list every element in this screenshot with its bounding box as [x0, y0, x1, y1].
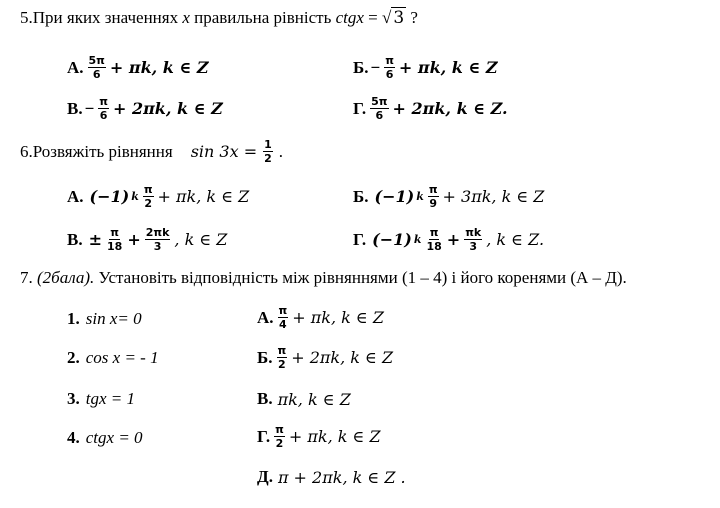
q6-g-fraction-1: $\frac{\pi}{18}$ — [426, 226, 442, 253]
q7-root-d: Д. π + 2πk, k ∈ Z . — [257, 467, 406, 487]
q5-g-fraction: $\frac{5\pi}{6}$ — [371, 95, 388, 122]
q7-root-b: Б. $\frac{\pi}{2}$ + 2πk, k ∈ Z — [257, 344, 394, 371]
q6-head: 6.Розвяжіть рівняння — [20, 141, 173, 161]
question-5-text — [20, 8, 418, 28]
q5-v-fraction: $\frac{\pi}{6}$ — [99, 95, 108, 122]
q5-option-b: Б. − $\frac{\pi}{6}$ + πk, k ∈ Z — [353, 54, 498, 81]
q5-option-v: В. − $\frac{\pi}{6}$ + 2πk, k ∈ Z — [67, 95, 223, 122]
q5-b-fraction: $\frac{\pi}{6}$ — [385, 54, 394, 81]
q7-equation-2: 2. cos x = - 1 — [67, 348, 159, 367]
q7-root-g: Г. $\frac{\pi}{2}$ + πk, k ∈ Z — [257, 423, 381, 450]
q7-instruction: Установіть відповідність між рівняннями (1 – 4) і його коренями (А – Д). — [94, 268, 627, 287]
q7-equation-1: 1. sin x= 0 — [67, 309, 142, 328]
q5-tail: ? — [406, 8, 418, 27]
q6-option-a: А. (−1) k $\frac{\pi}{2}$ + πk, k ∈ Z — [67, 183, 250, 210]
q5-mid: правильна рівність — [189, 8, 336, 27]
q5-option-g: Г. $\frac{5\pi}{6}$ + 2πk, k ∈ Z. — [353, 95, 508, 122]
q6-option-v: В. ± $\frac{\pi}{18}$ + $\frac{2\pi k}{3}$ , k ∈ Z — [67, 226, 228, 253]
q6-v-fraction-1: $\frac{\pi}{18}$ — [107, 226, 123, 253]
q6-v-fraction-2: $\frac{2\pi k}{3}$ — [145, 226, 170, 253]
q6-g-fraction-2: $\frac{\pi k}{3}$ — [465, 226, 482, 253]
q6-a-fraction: $\frac{\pi}{2}$ — [143, 183, 153, 210]
q5-head: 5.При яких значеннях — [20, 8, 183, 27]
q7-root-a: А. $\frac{\pi}{4}$ + πk, k ∈ Z — [257, 304, 384, 331]
q5-fn: ctgx — [335, 8, 364, 27]
q7-points: (2бала). — [37, 268, 95, 287]
q7-equation-4: 4. ctgx = 0 — [67, 428, 143, 447]
q6-option-g: Г. (−1) k $\frac{\pi}{18}$ + $\frac{\pi k}{3}$ , k ∈ Z. — [353, 226, 545, 253]
q7-root-v: В. πk, k ∈ Z — [257, 389, 351, 409]
q5-option-a: А. $\frac{5\pi}{6}$ + πk, k ∈ Z — [67, 54, 209, 81]
q5-var: x — [182, 8, 190, 27]
q7-g-fraction: $\frac{\pi}{2}$ — [275, 423, 284, 450]
q6-option-b: Б. (−1) k $\frac{\pi}{9}$ + 3πk, k ∈ Z — [353, 183, 545, 210]
q6-fraction: $\frac{1}{2}$ — [264, 138, 272, 165]
q6-eq: sin 3x = — [190, 142, 258, 161]
q5-a-fraction: $\frac{5\pi}{6}$ — [88, 54, 105, 81]
q6-b-fraction: $\frac{\pi}{9}$ — [428, 183, 438, 210]
q5-eq: = √ — [363, 8, 392, 27]
question-7-text: 7. (2бала). Установіть відповідність між рівняннями (1 – 4) і його коренями (А – Д). — [20, 268, 627, 287]
q5-root: 3 — [393, 8, 405, 28]
question-6-text: 6.Розвяжіть рівняння sin 3x = $\frac{1}{2}$ . — [20, 138, 284, 165]
q7-a-fraction: $\frac{\pi}{4}$ — [278, 304, 288, 331]
q7-equation-3: 3. tgx = 1 — [67, 389, 135, 408]
q7-b-fraction: $\frac{\pi}{2}$ — [277, 344, 287, 371]
